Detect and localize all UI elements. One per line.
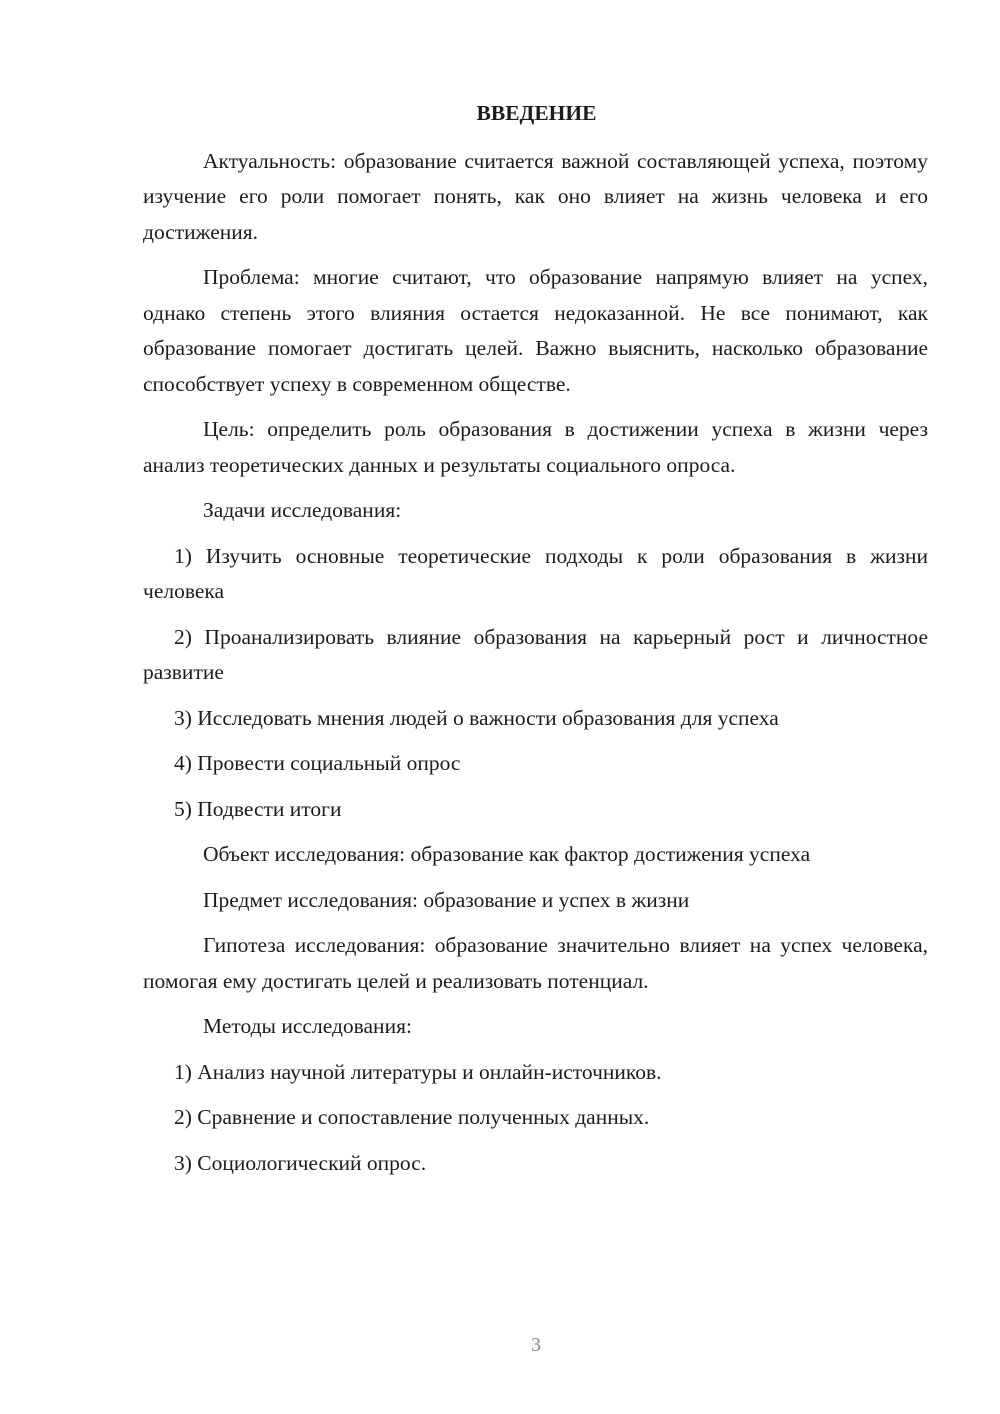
page-number: 3 (531, 1334, 541, 1356)
task-item-4: 4) Провести социальный опрос (174, 751, 461, 775)
paragraph-goal: Цель: определить роль образования в достижении успеха в жизни через анализ теоретических данных и результаты социального опроса. (143, 417, 928, 477)
paragraph-relevance: Актуальность: образование считается важной составляющей успеха, поэтому изучение его роли помогает понять, как оно влияет на жизнь человека и его достижения. (143, 148, 928, 244)
paragraph-methods-heading: Методы исследования: (203, 1014, 412, 1038)
task-item-3: 3) Исследовать мнения людей о важности образования для успеха (174, 705, 779, 730)
method-item-2: 2) Сравнение и сопоставление полученных данных. (174, 1105, 650, 1129)
method-item-3: 3) Социологический опрос. (174, 1150, 427, 1175)
paragraph-object: Объект исследования: образование как фактор достижения успеха (203, 842, 811, 866)
paragraph-subject: Предмет исследования: образование и успех в жизни (203, 887, 690, 912)
document-page (143, 96, 928, 1191)
paragraph-tasks-heading: Задачи исследования: (203, 498, 402, 522)
task-item-5: 5) Подвести итоги (174, 796, 342, 821)
section-title: ВВЕДЕНИЕ (476, 101, 597, 125)
task-item-2: 2) Проанализировать влияние образования на карьерный рост и личностное развитие (143, 624, 928, 684)
method-item-1: 1) Анализ научной литературы и онлайн-источников. (174, 1059, 662, 1084)
paragraph-problem: Проблема: многие считают, что образование напрямую влияет на успех, однако степень этого влияния остается недоказанной. Не все понимают, как образование помогает достигать целей. Важно выяснить, насколько образование способствует успеху в современном обществе. (143, 265, 928, 396)
task-item-1: 1) Изучить основные теоретические подходы к роли образования в жизни человека (143, 543, 928, 603)
paragraph-hypothesis: Гипотеза исследования: образование значительно влияет на успех человека, помогая ему достигать целей и реализовать потенциал. (143, 933, 928, 993)
